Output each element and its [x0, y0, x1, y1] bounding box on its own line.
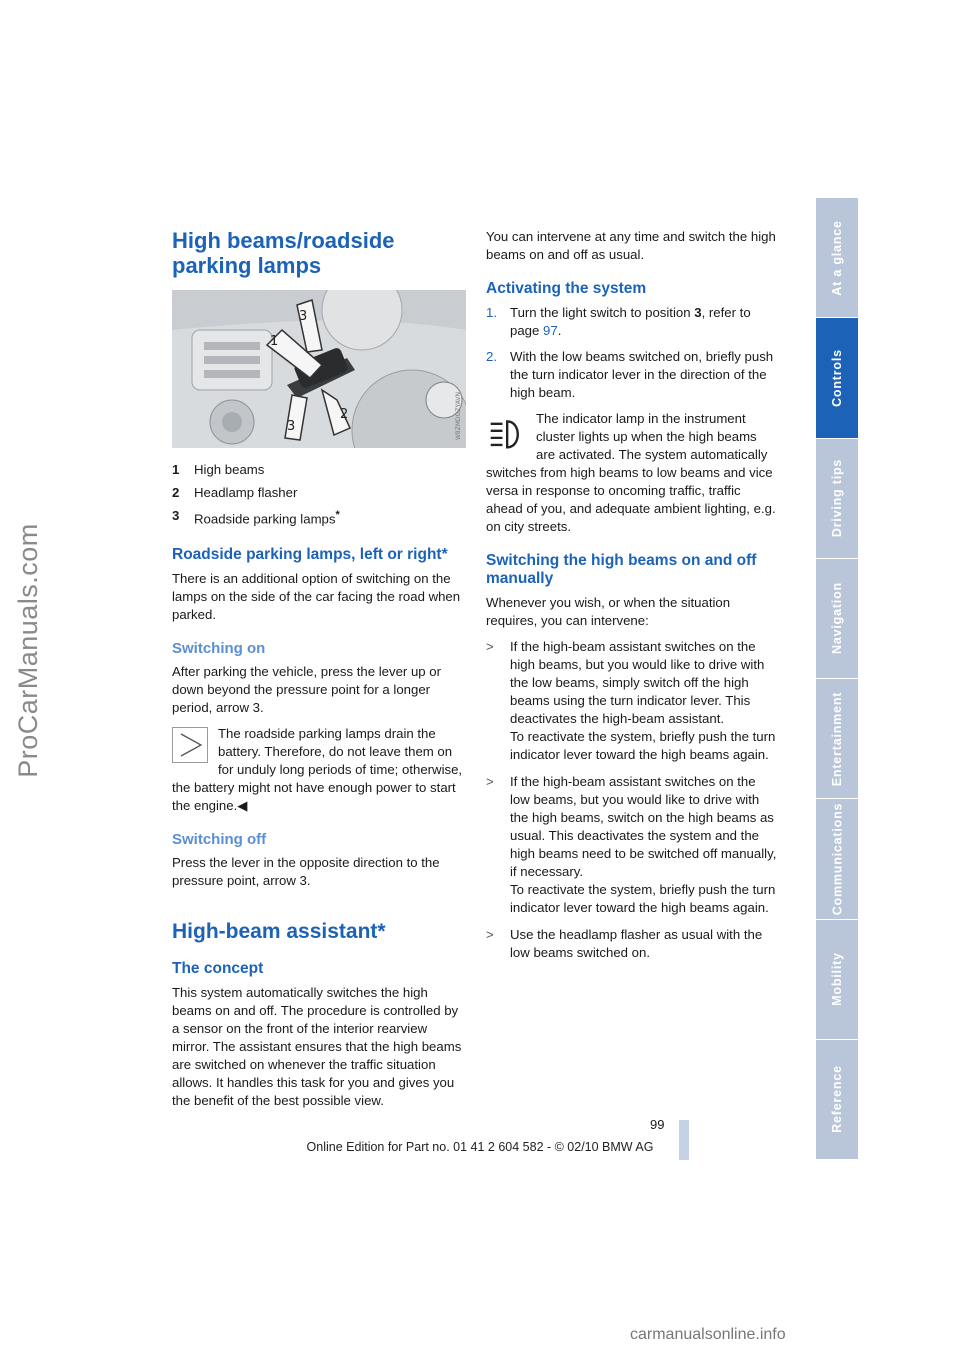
manual-intro: Whenever you wish, or when the situation requires, you can intervene: — [486, 595, 731, 628]
step-2: 2. With the low beams switched on, briefly push the turn indicator lever in the direction of the high beam. — [486, 349, 774, 400]
roadside-text: There is an additional option of switching on the lamps on the side of the car facing the road when parked. — [172, 571, 461, 623]
intro-text: You can intervene at any time and switch the high beams on and off as usual. — [486, 229, 776, 262]
assistant-heading: High-beam assistant* — [172, 920, 386, 944]
switching-on-heading: Switching on — [172, 640, 266, 658]
lever-figure — [172, 290, 466, 448]
activating-heading: Activating the system — [486, 280, 647, 297]
watermark-procarmanuals — [8, 240, 48, 1060]
bullet-item: > Use the headlamp flasher as usual with the low beams switched on. — [486, 927, 763, 960]
page-number: 99 — [650, 1117, 665, 1132]
arrow-3-label-bottom: 3 — [287, 419, 296, 434]
activation-steps — [486, 304, 778, 402]
tab-entertainment[interactable]: Entertainment — [816, 679, 858, 799]
step-1: 1. Turn the light switch to position 3, refer to page 97. — [486, 305, 751, 338]
legend-item: 1 High beams — [172, 462, 265, 477]
arrow-2-label: 2 — [340, 407, 349, 422]
indicator-note — [486, 410, 778, 536]
switching-off-heading: Switching off — [172, 831, 267, 849]
switching-on-text: After parking the vehicle, press the lever up or down beyond the pressure point for a longer period, arrow 3. — [172, 664, 442, 716]
tab-controls[interactable]: Controls — [816, 318, 858, 438]
section-title: High beams/roadside parking lamps — [172, 228, 395, 278]
lever-illustration — [172, 290, 466, 448]
legend-item: 2 Headlamp flasher — [172, 485, 298, 500]
site-watermark: carmanualsonline.info — [630, 1326, 786, 1343]
arrow-1-label: 1 — [270, 334, 279, 349]
arrow-3-label-top: 3 — [299, 309, 308, 324]
tab-navigation[interactable]: Navigation — [816, 559, 858, 679]
battery-note — [172, 725, 468, 815]
chapter-tabs — [816, 198, 858, 1160]
option-asterisk: * — [335, 509, 340, 521]
tab-at-a-glance[interactable]: At a glance — [816, 198, 858, 318]
indicator-note-text: The indicator lamp in the instrument cluster lights up when the high beams are activated. The system automatically switches from high beams to low beams and vice versa in response to oncoming traffic, traffic ahead of you, and adequate ambient lighting, e.g. on city streets. — [486, 411, 776, 534]
concept-heading: The concept — [172, 960, 264, 978]
right-column — [486, 228, 778, 971]
roadside-heading: Roadside parking lamps, left or right* — [172, 546, 448, 564]
high-beam-indicator-icon — [486, 412, 526, 452]
tab-mobility[interactable]: Mobility — [816, 920, 858, 1040]
manual-bullets — [486, 638, 778, 962]
legend-item: 3 Roadside parking lamps* — [172, 508, 340, 527]
bullet-item: > If the high-beam assistant switches on the low beams, but you would like to drive with the high beams, switch on the high beams as usual. This deactivates the system and the high beams need to be switched off manually, if necessary. To reactivate the system, briefly push the turn indicator lever toward the high beams again. — [486, 774, 777, 915]
note-triangle-icon — [172, 727, 208, 763]
tab-reference[interactable]: Reference — [816, 1040, 858, 1160]
switching-off-text: Press the lever in the opposite direction to the pressure point, arrow 3. — [172, 855, 440, 889]
concept-text: This system automatically switches the high beams on and off. The procedure is controlled by a sensor on the front of the interior rearview mirror. The assistant ensures that the high beams are switched on whenever the traffic situation allows. It handles this task for you and gives you the benefit of the best possible view. — [172, 985, 462, 1109]
edition-footer: Online Edition for Part no. 01 41 2 604 582 - © 02/10 BMW AG — [306, 1140, 654, 1154]
bullet-item: > If the high-beam assistant switches on the high beams, but you would like to drive with the low beams, simply switch off the high beams using the turn indicator lever. This deactivates the high-beam assistant. To reactivate the system, briefly push the turn indicator lever toward the high beams again. — [486, 639, 776, 762]
manual-heading: Switching the high beams on and off manually — [486, 552, 757, 587]
left-column — [172, 228, 468, 1118]
figure-legend — [172, 458, 468, 530]
page-link-97[interactable]: 97 — [543, 323, 558, 338]
tab-communications[interactable]: Communications — [816, 799, 858, 919]
watermark-text: ProCarManuals.com — [12, 522, 43, 778]
tab-driving-tips[interactable]: Driving tips — [816, 439, 858, 559]
battery-note-text: The roadside parking lamps drain the battery. Therefore, do not leave them on for unduly long periods of time; otherwise, the battery might not have enough power to start the engine.◀ — [172, 726, 463, 814]
figure-code: W8ZMDOZYAVN — [455, 391, 462, 440]
